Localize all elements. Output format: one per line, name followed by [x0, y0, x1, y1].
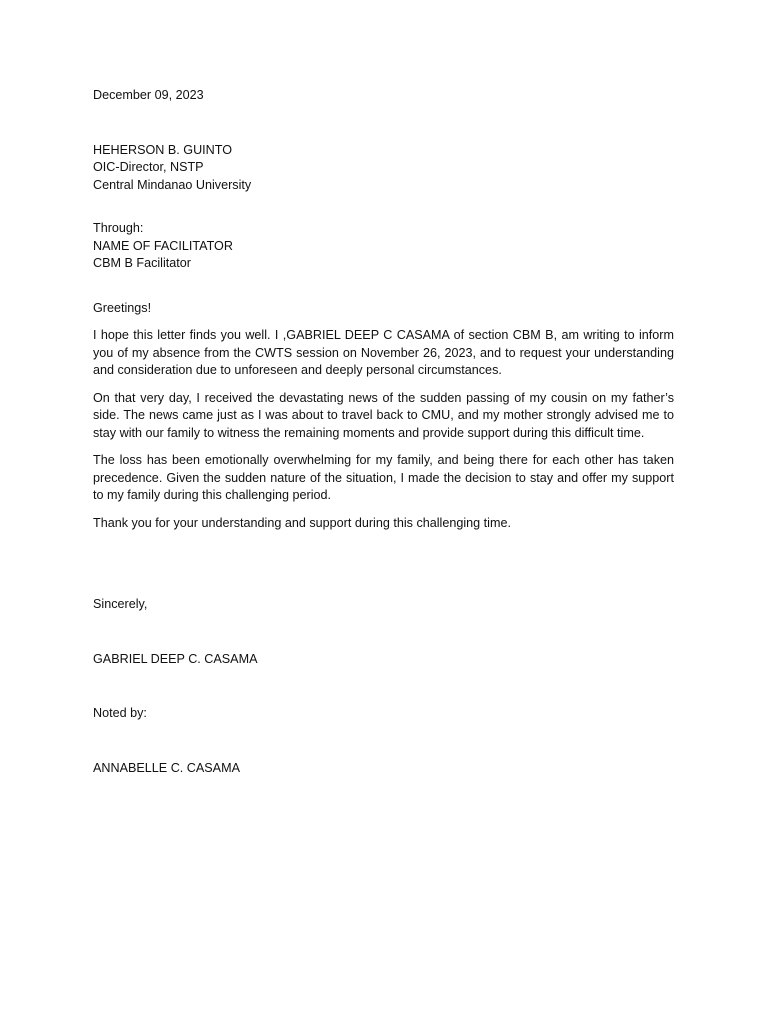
recipient-block — [93, 142, 674, 195]
signer-name: GABRIEL DEEP C. CASAMA — [93, 651, 258, 666]
date-text: December 09, 2023 — [93, 88, 204, 102]
greeting-text: Greetings! — [93, 300, 152, 315]
body-paragraph-2: On that very day, I received the devastating news of the sudden passing of my cousin on my father’s side. The news came just as I was about to travel back to CMU, and my mother strongly advised me to stay with our family to witness the remaining moments and provide support during this difficult time. — [93, 390, 674, 440]
through-role: CBM B Facilitator — [93, 256, 191, 270]
noted-by — [93, 705, 674, 723]
closing — [93, 596, 674, 614]
noted-signer — [93, 760, 674, 778]
body-paragraph-1: I hope this letter finds you well. I ,GABRIEL DEEP C CASAMA of section CBM B, am writing to inform you of my absence from the CWTS session on November 26, 2023, and to request your understanding and consideration due to unforeseen and deeply personal circumstances. — [93, 328, 674, 377]
body-paragraph-3: The loss has been emotionally overwhelming for my family, and being there for each other has taken precedence. Given the sudden nature of the situation, I made the decision to stay and offer my support to my family during this challenging period. — [93, 453, 674, 502]
greeting — [93, 300, 674, 318]
noted-name: ANNABELLE C. CASAMA — [93, 760, 240, 775]
recipient-name: HEHERSON B. GUINTO — [93, 142, 233, 157]
letter-body — [93, 87, 674, 777]
signer — [93, 651, 674, 669]
noted-label: Noted by: — [93, 706, 147, 720]
through-block — [93, 220, 674, 273]
closing-text: Sincerely, — [93, 597, 148, 611]
recipient-organization: Central Mindanao University — [93, 177, 252, 192]
through-name: NAME OF FACILITATOR — [93, 238, 233, 253]
closing-spacer — [93, 542, 674, 596]
through-label: Through: — [93, 221, 144, 235]
body-paragraph-4: Thank you for your understanding and support during this challenging time. — [93, 515, 511, 530]
recipient-title: OIC-Director, NSTP — [93, 160, 204, 174]
letter-date — [93, 87, 674, 105]
